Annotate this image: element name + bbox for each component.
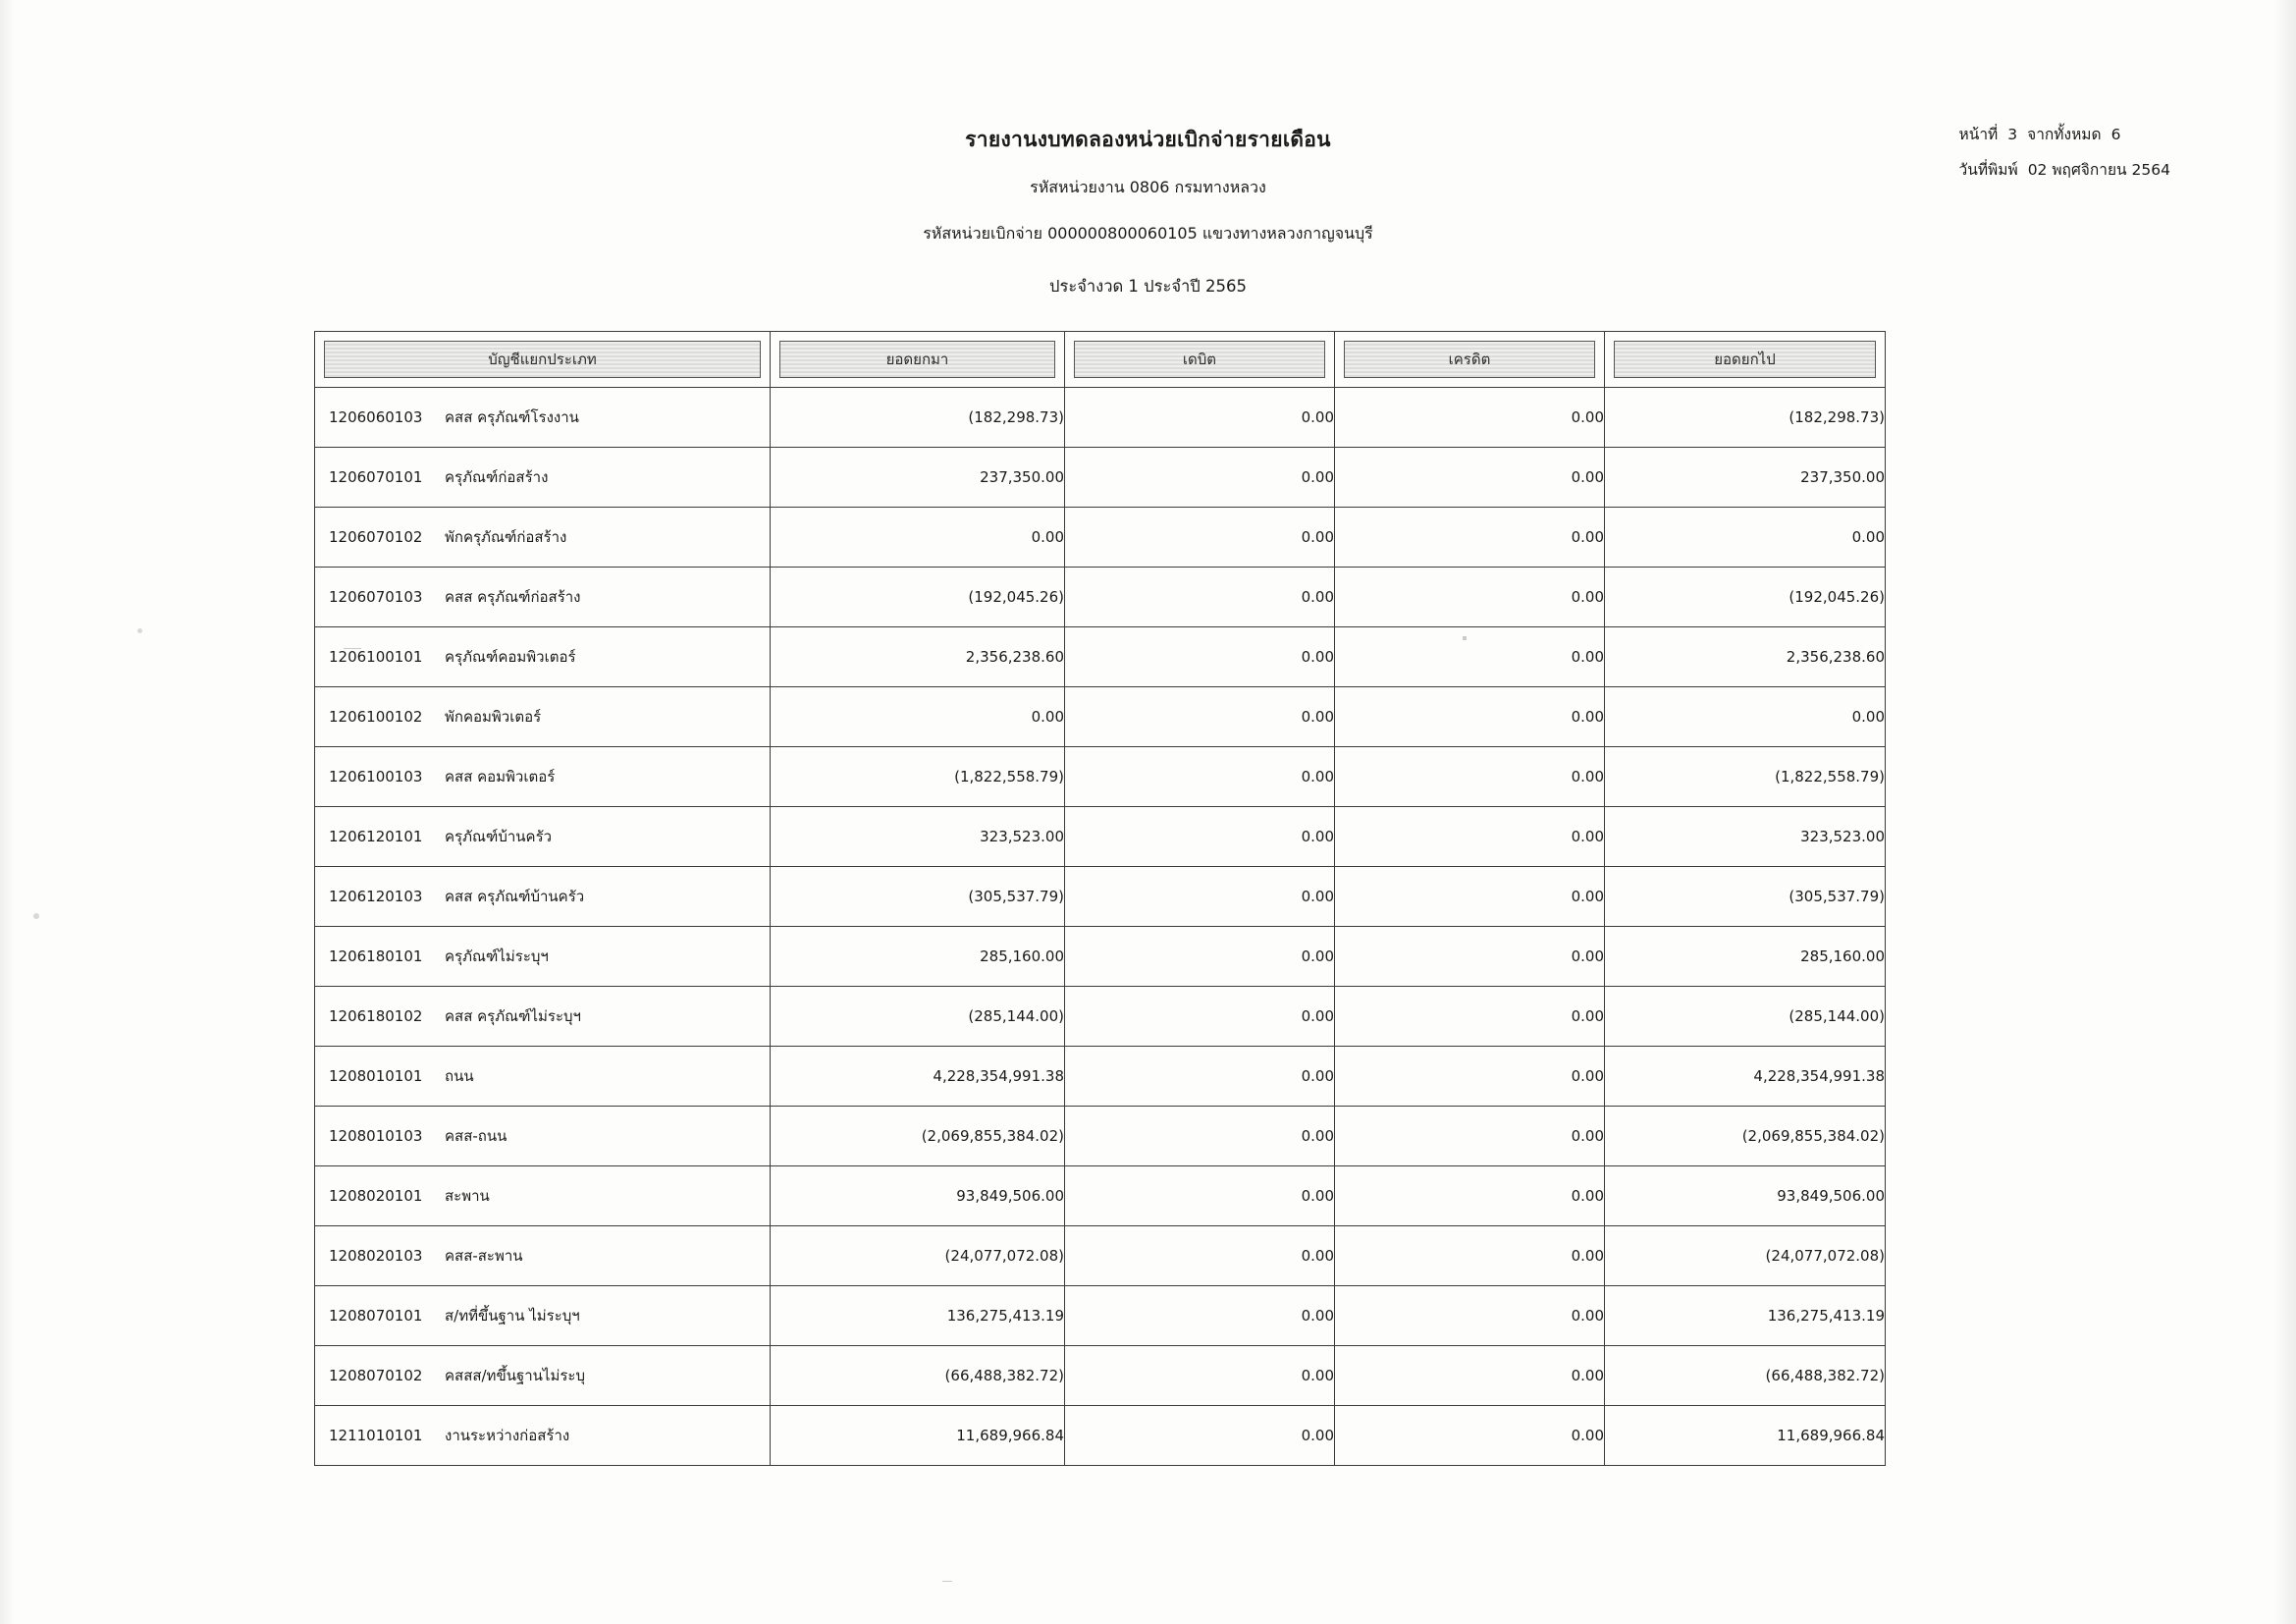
- table-row: [315, 807, 1886, 867]
- cell-closing: (1,822,558.79): [1605, 747, 1886, 807]
- cell-account: [315, 687, 771, 747]
- cell-opening: 93,849,506.00: [771, 1166, 1065, 1226]
- cell-closing: 323,523.00: [1605, 807, 1886, 867]
- print-date-value: 02 พฤศจิกายน 2564: [2027, 160, 2170, 179]
- cell-closing: 285,160.00: [1605, 927, 1886, 987]
- column-header-account: [315, 332, 771, 388]
- account-name: คสส คอมพิวเตอร์: [445, 768, 556, 785]
- table-row: [315, 1047, 1886, 1107]
- table-body: [315, 388, 1886, 1466]
- cell-debit: 0.00: [1065, 1226, 1335, 1286]
- cell-opening: (66,488,382.72): [771, 1346, 1065, 1406]
- cell-opening: 285,160.00: [771, 927, 1065, 987]
- column-header-debit: [1065, 332, 1335, 388]
- cell-credit: 0.00: [1335, 987, 1605, 1047]
- cell-credit: 0.00: [1335, 687, 1605, 747]
- cell-account: [315, 508, 771, 568]
- column-header-closing: [1605, 332, 1886, 388]
- cell-credit: 0.00: [1335, 1166, 1605, 1226]
- account-code: 1206120101: [329, 828, 423, 845]
- account-code: 1206100101: [329, 648, 423, 666]
- cell-credit: 0.00: [1335, 1107, 1605, 1166]
- column-header-credit-label: เครดิต: [1448, 351, 1491, 368]
- account-name: คสส ครุภัณฑ์โรงงาน: [445, 408, 579, 426]
- column-header-account-label: บัญชีแยกประเภท: [488, 351, 597, 368]
- cell-debit: 0.00: [1065, 508, 1335, 568]
- cell-opening: 0.00: [771, 687, 1065, 747]
- cell-credit: 0.00: [1335, 747, 1605, 807]
- cell-account: [315, 1047, 771, 1107]
- cell-account: [315, 568, 771, 627]
- account-code: 1206100103: [329, 768, 423, 785]
- account-name: คสส ครุภัณฑ์ไม่ระบุฯ: [445, 1007, 581, 1025]
- table-row: [315, 388, 1886, 448]
- cell-closing: 136,275,413.19: [1605, 1286, 1886, 1346]
- table-row: [315, 747, 1886, 807]
- cell-account: [315, 867, 771, 927]
- table-row: [315, 867, 1886, 927]
- table-header-row: [315, 332, 1886, 388]
- cell-debit: 0.00: [1065, 1166, 1335, 1226]
- account-code: 1208010103: [329, 1127, 423, 1145]
- cell-opening: (182,298.73): [771, 388, 1065, 448]
- trial-balance-table-wrapper: [314, 331, 1885, 1466]
- cell-closing: (182,298.73): [1605, 388, 1886, 448]
- account-name: คสส ครุภัณฑ์บ้านครัว: [445, 888, 585, 905]
- cell-closing: (2,069,855,384.02): [1605, 1107, 1886, 1166]
- account-name: คสส-ถนน: [445, 1127, 507, 1145]
- cell-debit: 0.00: [1065, 448, 1335, 508]
- cell-account: [315, 1286, 771, 1346]
- cell-opening: 0.00: [771, 508, 1065, 568]
- cell-account: [315, 388, 771, 448]
- cell-credit: 0.00: [1335, 807, 1605, 867]
- table-row: [315, 508, 1886, 568]
- cell-credit: 0.00: [1335, 1406, 1605, 1466]
- table-row: [315, 1107, 1886, 1166]
- account-code: 1206060103: [329, 408, 423, 426]
- column-header-debit-label: เดบิต: [1182, 351, 1217, 368]
- cell-debit: 0.00: [1065, 687, 1335, 747]
- period-line: ประจำงวด 1 ประจำปี 2565: [1049, 277, 1247, 296]
- cell-credit: 0.00: [1335, 1286, 1605, 1346]
- table-row: [315, 1346, 1886, 1406]
- cell-opening: 237,350.00: [771, 448, 1065, 508]
- account-name: ครุภัณฑ์ก่อสร้าง: [445, 468, 549, 486]
- scan-speck: [33, 913, 39, 919]
- page-meta: [1959, 128, 2170, 197]
- table-row: [315, 927, 1886, 987]
- print-date-label: วันที่พิมพ์: [1958, 160, 2018, 179]
- cell-debit: 0.00: [1065, 627, 1335, 687]
- account-code: 1206070102: [329, 528, 423, 546]
- cell-credit: 0.00: [1335, 388, 1605, 448]
- disbursement-unit-line: รหัสหน่วยเบิกจ่าย 000000800060105 แขวงทางหลวงกาญจนบุรี: [923, 224, 1373, 243]
- account-code: 1211010101: [329, 1427, 423, 1444]
- cell-credit: 0.00: [1335, 867, 1605, 927]
- cell-credit: 0.00: [1335, 1047, 1605, 1107]
- cell-closing: 11,689,966.84: [1605, 1406, 1886, 1466]
- cell-credit: 0.00: [1335, 1346, 1605, 1406]
- cell-account: [315, 987, 771, 1047]
- document-header: [0, 124, 2296, 299]
- cell-account: [315, 1226, 771, 1286]
- account-name: ถนน: [445, 1067, 474, 1085]
- account-name: คสส ครุภัณฑ์ก่อสร้าง: [445, 588, 581, 606]
- cell-opening: (24,077,072.08): [771, 1226, 1065, 1286]
- account-code: 1206180101: [329, 947, 423, 965]
- account-code: 1208070101: [329, 1307, 423, 1325]
- cell-debit: 0.00: [1065, 1107, 1335, 1166]
- column-header-opening-label: ยอดยกมา: [885, 351, 949, 368]
- account-name: คสสส/ทขึ้นฐานไม่ระบุ: [445, 1367, 585, 1384]
- cell-debit: 0.00: [1065, 1286, 1335, 1346]
- cell-closing: 4,228,354,991.38: [1605, 1047, 1886, 1107]
- cell-opening: 11,689,966.84: [771, 1406, 1065, 1466]
- cell-credit: 0.00: [1335, 1226, 1605, 1286]
- table-row: [315, 1226, 1886, 1286]
- cell-opening: 4,228,354,991.38: [771, 1047, 1065, 1107]
- cell-opening: 2,356,238.60: [771, 627, 1065, 687]
- cell-closing: (305,537.79): [1605, 867, 1886, 927]
- table-row: [315, 1166, 1886, 1226]
- account-code: 1206100102: [329, 708, 423, 726]
- table-row: [315, 568, 1886, 627]
- cell-account: [315, 627, 771, 687]
- cell-debit: 0.00: [1065, 1406, 1335, 1466]
- account-name: คสส-สะพาน: [445, 1247, 523, 1265]
- cell-debit: 0.00: [1065, 1047, 1335, 1107]
- cell-account: [315, 1166, 771, 1226]
- table-row: [315, 627, 1886, 687]
- cell-closing: (285,144.00): [1605, 987, 1886, 1047]
- cell-credit: 0.00: [1335, 627, 1605, 687]
- cell-credit: 0.00: [1335, 927, 1605, 987]
- cell-account: [315, 807, 771, 867]
- scan-mark: [942, 1581, 952, 1582]
- page-total-label: จากทั้งหมด: [2027, 126, 2102, 143]
- cell-account: [315, 927, 771, 987]
- cell-debit: 0.00: [1065, 388, 1335, 448]
- cell-closing: 0.00: [1605, 687, 1886, 747]
- cell-closing: 237,350.00: [1605, 448, 1886, 508]
- cell-account: [315, 747, 771, 807]
- table-row: [315, 1286, 1886, 1346]
- table-row: [315, 987, 1886, 1047]
- account-name: พักครุภัณฑ์ก่อสร้าง: [445, 528, 567, 546]
- account-code: 1208020101: [329, 1187, 423, 1205]
- cell-debit: 0.00: [1065, 1346, 1335, 1406]
- account-code: 1206070101: [329, 468, 423, 486]
- page-title: รายงานงบทดลองหน่วยเบิกจ่ายรายเดือน: [965, 128, 1331, 151]
- account-name: ครุภัณฑ์คอมพิวเตอร์: [445, 648, 576, 666]
- table-row: [315, 1406, 1886, 1466]
- cell-debit: 0.00: [1065, 927, 1335, 987]
- table-row: [315, 687, 1886, 747]
- cell-credit: 0.00: [1335, 568, 1605, 627]
- account-code: 1208070102: [329, 1367, 423, 1384]
- page-label: หน้าที่: [1958, 126, 1999, 143]
- scan-speck: [137, 628, 142, 633]
- cell-debit: 0.00: [1065, 807, 1335, 867]
- account-name: สะพาน: [445, 1187, 490, 1205]
- cell-closing: (192,045.26): [1605, 568, 1886, 627]
- page-total: 6: [2110, 126, 2121, 143]
- page-number-row: [1959, 128, 2170, 143]
- trial-balance-table: [314, 331, 1886, 1466]
- cell-debit: 0.00: [1065, 867, 1335, 927]
- table-head: [315, 332, 1886, 388]
- cell-opening: (1,822,558.79): [771, 747, 1065, 807]
- cell-debit: 0.00: [1065, 747, 1335, 807]
- cell-opening: (285,144.00): [771, 987, 1065, 1047]
- account-name: งานระหว่างก่อสร้าง: [445, 1427, 570, 1444]
- column-header-closing-label: ยอดยกไป: [1714, 351, 1776, 368]
- account-name: ส/ทที่ขึ้นฐาน ไม่ระบุฯ: [445, 1307, 580, 1325]
- cell-credit: 0.00: [1335, 508, 1605, 568]
- column-header-credit: [1335, 332, 1605, 388]
- cell-closing: (66,488,382.72): [1605, 1346, 1886, 1406]
- cell-opening: (192,045.26): [771, 568, 1065, 627]
- cell-account: [315, 1346, 771, 1406]
- account-name: ครุภัณฑ์ไม่ระบุฯ: [445, 947, 549, 965]
- cell-debit: 0.00: [1065, 568, 1335, 627]
- cell-closing: (24,077,072.08): [1605, 1226, 1886, 1286]
- account-name: พักคอมพิวเตอร์: [445, 708, 542, 726]
- cell-opening: (2,069,855,384.02): [771, 1107, 1065, 1166]
- account-code: 1206070103: [329, 588, 423, 606]
- cell-closing: 2,356,238.60: [1605, 627, 1886, 687]
- cell-closing: 0.00: [1605, 508, 1886, 568]
- cell-opening: 136,275,413.19: [771, 1286, 1065, 1346]
- account-code: 1208010101: [329, 1067, 423, 1085]
- column-header-opening: [771, 332, 1065, 388]
- print-date-row: [1958, 160, 2170, 179]
- table-row: [315, 448, 1886, 508]
- page-number: 3: [2007, 126, 2018, 143]
- cell-opening: 323,523.00: [771, 807, 1065, 867]
- agency-code-line: รหัสหน่วยงาน 0806 กรมทางหลวง: [1030, 178, 1266, 196]
- cell-account: [315, 1406, 771, 1466]
- account-code: 1206120103: [329, 888, 423, 905]
- cell-opening: (305,537.79): [771, 867, 1065, 927]
- account-code: 1208020103: [329, 1247, 423, 1265]
- cell-closing: 93,849,506.00: [1605, 1166, 1886, 1226]
- account-code: 1206180102: [329, 1007, 423, 1025]
- account-name: ครุภัณฑ์บ้านครัว: [445, 828, 553, 845]
- cell-account: [315, 1107, 771, 1166]
- cell-debit: 0.00: [1065, 987, 1335, 1047]
- cell-credit: 0.00: [1335, 448, 1605, 508]
- cell-account: [315, 448, 771, 508]
